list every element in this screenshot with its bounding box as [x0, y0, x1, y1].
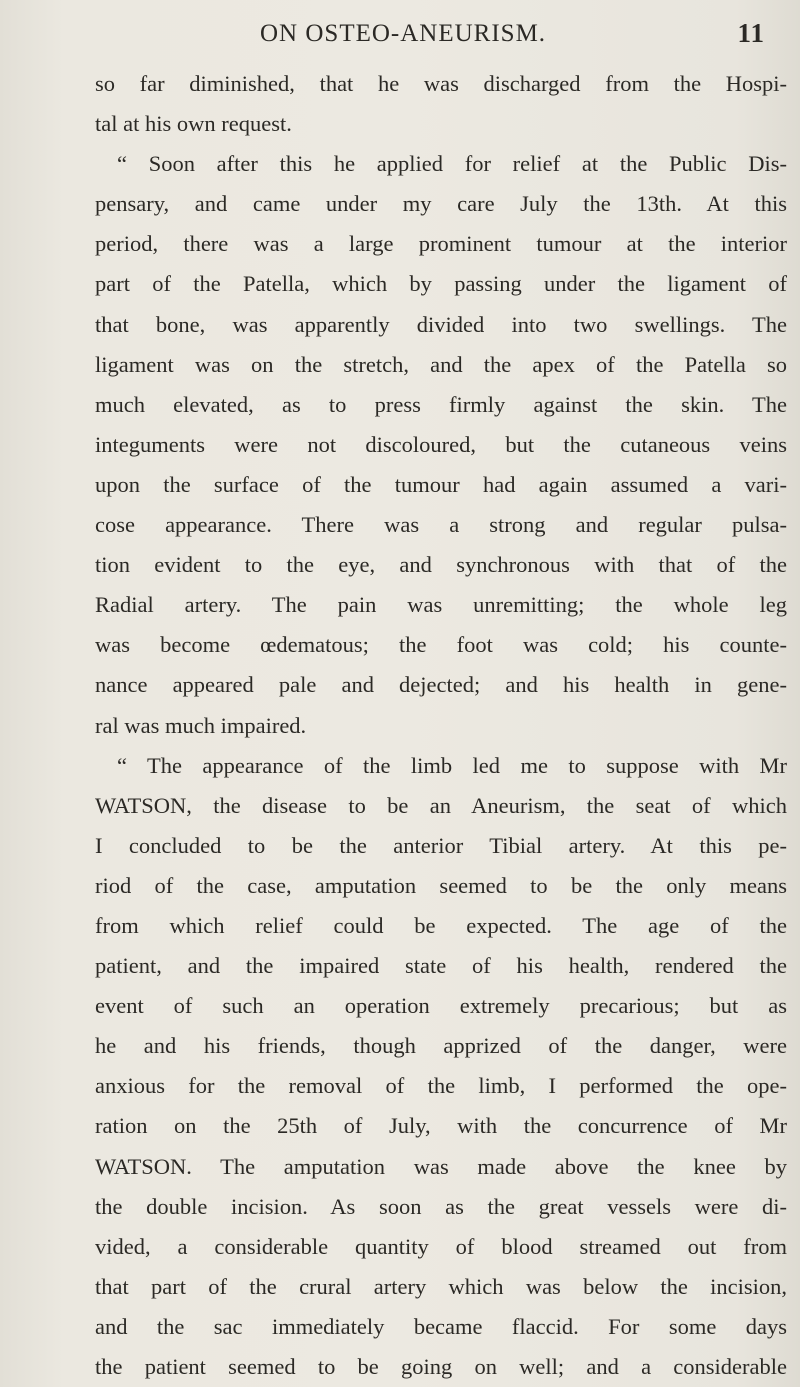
text-line: vided, a considerable quantity of blood streamed out from — [95, 1233, 787, 1259]
running-head — [110, 18, 765, 52]
running-title: ON OSTEO-ANEURISM. — [260, 20, 547, 47]
text-line: he and his friends, though apprized of the danger, were — [95, 1033, 787, 1059]
text-line: “ Soon after this he applied for relief at the Public Dis- — [117, 151, 787, 177]
text-line: pensary, and came under my care July the 13th. At this — [95, 191, 787, 217]
text-line: WATSON. The amputation was made above the knee by — [95, 1153, 787, 1179]
text-line: much elevated, as to press firmly against the skin. The — [95, 391, 787, 417]
text-line: part of the Patella, which by passing under the ligament of — [95, 271, 787, 297]
text-line: “ The appearance of the limb led me to suppose with Mr — [117, 752, 787, 778]
text-line: period, there was a large prominent tumour at the interior — [95, 231, 787, 257]
text-line: tal at his own request. — [95, 111, 292, 137]
body-text — [95, 64, 787, 1387]
text-line: cose appearance. There was a strong and regular pulsa- — [95, 512, 787, 538]
text-line: WATSON, the disease to be an Aneurism, the seat of which — [95, 792, 787, 818]
text-line: Radial artery. The pain was unremitting; the whole leg — [95, 592, 787, 618]
text-line: so far diminished, that he was discharged from the Hospi- — [95, 71, 787, 96]
text-line: the patient seemed to be going on well; and a considerable — [95, 1354, 787, 1379]
text-line: event of such an operation extremely precarious; but as — [95, 993, 787, 1019]
text-line: from which relief could be expected. The age of the — [95, 912, 787, 938]
text-line: riod of the case, amputation seemed to be the only means — [95, 872, 787, 898]
text-line: and the sac immediately became flaccid. For some days — [95, 1313, 787, 1339]
text-line: nance appeared pale and dejected; and his health in gene- — [95, 672, 787, 698]
text-line: anxious for the removal of the limb, I performed the ope- — [95, 1073, 787, 1099]
text-line: ration on the 25th of July, with the concurrence of Mr — [95, 1113, 787, 1139]
page-number: 11 — [737, 18, 765, 48]
text-line: integuments were not discoloured, but the cutaneous veins — [95, 431, 787, 457]
text-line: the double incision. As soon as the great vessels were di- — [95, 1193, 787, 1219]
text-line: that part of the crural artery which was below the incision, — [95, 1273, 787, 1299]
text-line: was become œdematous; the foot was cold; his counte- — [95, 632, 787, 658]
text-line: ligament was on the stretch, and the apex of the Patella so — [95, 351, 787, 377]
text-line: that bone, was apparently divided into two swellings. The — [95, 311, 787, 337]
text-line: patient, and the impaired state of his health, rendered the — [95, 953, 787, 979]
text-line: I concluded to be the anterior Tibial artery. At this pe- — [95, 832, 787, 858]
text-line: upon the surface of the tumour had again assumed a vari- — [95, 471, 787, 497]
text-line: tion evident to the eye, and synchronous with that of the — [95, 552, 787, 578]
text-line: ral was much impaired. — [95, 712, 307, 738]
